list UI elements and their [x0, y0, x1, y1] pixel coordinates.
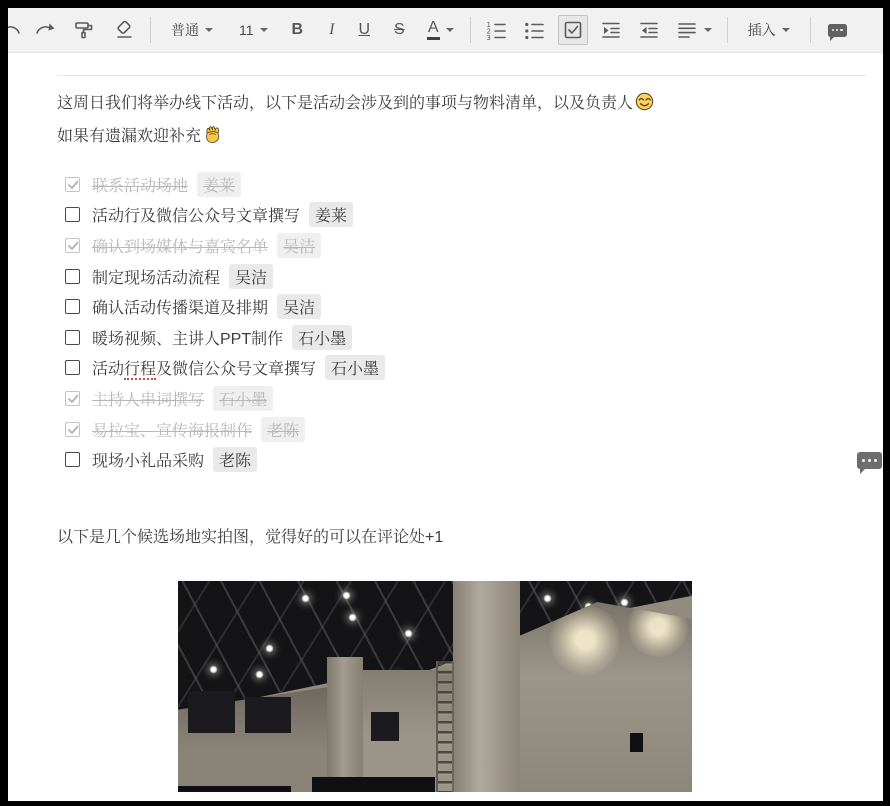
svg-text:2: 2 — [486, 27, 491, 36]
svg-text:3: 3 — [486, 34, 491, 41]
paragraph-style-dropdown[interactable] — [171, 20, 213, 40]
indent-decrease-button[interactable] — [638, 19, 660, 41]
strikethrough-button[interactable]: S — [394, 21, 405, 38]
checkbox-unchecked[interactable] — [65, 269, 80, 284]
assignee-chip[interactable]: 石小墨 — [325, 355, 385, 380]
toolbar-divider — [810, 17, 811, 43]
task-label[interactable]: 主持人串词撰写 — [92, 391, 205, 409]
photo-pillar — [453, 581, 520, 792]
task-label[interactable]: 联系活动场地 — [92, 177, 189, 195]
photo-dark-panel — [245, 697, 291, 733]
undo-button[interactable] — [8, 19, 22, 41]
task-label[interactable]: 现场小礼品采购 — [92, 453, 205, 471]
indent-increase-icon — [600, 19, 622, 41]
checkbox-unchecked[interactable] — [65, 452, 80, 467]
task-label[interactable]: 暖场视频、主讲人PPT制作 — [92, 330, 284, 348]
font-size-dropdown[interactable] — [239, 22, 268, 38]
underline-button[interactable]: U — [358, 21, 370, 38]
checklist-item — [57, 322, 867, 353]
document-page — [57, 75, 867, 792]
indent-increase-button[interactable] — [600, 19, 622, 41]
numbered-list-button[interactable] — [485, 19, 507, 41]
eraser-button[interactable] — [114, 19, 136, 41]
checklist-item — [57, 230, 867, 261]
assignee-chip[interactable]: 老陈 — [261, 417, 305, 442]
indent-decrease-icon — [638, 19, 660, 41]
checklist-item — [57, 414, 867, 445]
photo-spotlight — [342, 591, 351, 600]
checkbox-unchecked[interactable] — [65, 207, 80, 222]
margin-comment-indicator[interactable] — [857, 452, 882, 469]
bold-button[interactable]: B — [291, 21, 304, 38]
intro-line1: 这周日我们将举办线下活动，以下是活动会涉及到的事项与物料清单，以及负责人 — [57, 95, 634, 112]
photo-furniture — [312, 777, 435, 792]
assignee-chip[interactable]: 吴洁 — [277, 233, 321, 258]
format-painter-icon — [73, 19, 95, 41]
photo-spotlight — [301, 594, 310, 603]
toolbar-divider — [150, 17, 151, 43]
venue-photo[interactable] — [178, 581, 692, 792]
checkbox-checked[interactable] — [65, 177, 80, 192]
text-color-swatch — [427, 37, 440, 40]
checklist-item — [57, 353, 867, 384]
assignee-chip[interactable]: 吴洁 — [229, 264, 273, 289]
svg-text:1: 1 — [486, 21, 491, 29]
checkbox-unchecked[interactable] — [65, 299, 80, 314]
photo-wall-fixture — [630, 733, 643, 752]
undo-icon — [8, 19, 22, 41]
clapping-hands-emoji — [203, 125, 222, 144]
numbered-list-icon — [485, 19, 507, 41]
task-label[interactable]: 活动行及微信公众号文章撰写 — [92, 208, 301, 226]
comment-icon — [828, 24, 847, 37]
photo-pillar — [327, 657, 363, 792]
photo-dark-panel — [188, 691, 234, 733]
toolbar — [8, 8, 883, 53]
photo-spotlight — [348, 613, 357, 622]
bulleted-list-icon — [523, 19, 545, 41]
assignee-chip[interactable]: 姜莱 — [309, 202, 353, 227]
chevron-down-icon — [205, 28, 213, 32]
task-checklist — [57, 169, 867, 475]
checkbox-unchecked[interactable] — [65, 330, 80, 345]
chevron-down-icon — [446, 28, 454, 32]
assignee-chip[interactable]: 石小墨 — [213, 386, 273, 411]
photo-spotlight — [265, 644, 274, 653]
toolbar-divider — [727, 17, 728, 43]
photo-dark-panel — [371, 712, 399, 742]
paragraph-style-value: 普通 — [171, 22, 199, 38]
insert-label: 插入 — [747, 22, 776, 38]
checklist-item — [57, 444, 867, 475]
eraser-icon — [114, 19, 136, 41]
checkbox-checked[interactable] — [65, 422, 80, 437]
redo-icon — [34, 19, 56, 41]
bulleted-list-button[interactable] — [523, 19, 545, 41]
photo-spotlight — [209, 665, 218, 674]
assignee-chip[interactable]: 吴洁 — [277, 294, 321, 319]
checkbox-unchecked[interactable] — [65, 360, 80, 375]
comment-button[interactable] — [828, 24, 847, 37]
checklist-icon — [562, 19, 584, 41]
chevron-down-icon — [260, 28, 268, 32]
photo-spotlight — [620, 598, 629, 607]
spellcheck-underlined-text: 行程 — [124, 361, 157, 379]
photo-furniture — [178, 786, 291, 792]
align-icon — [676, 19, 698, 41]
toolbar-divider — [470, 17, 471, 43]
photo-spotlight — [255, 670, 264, 679]
intro-paragraph[interactable] — [57, 87, 867, 153]
task-label[interactable]: 易拉宝、宣传海报制作 — [92, 422, 253, 440]
task-label[interactable]: 活动行程及微信公众号文章撰写 — [92, 361, 317, 379]
font-size-value: 11 — [239, 22, 254, 38]
insert-dropdown[interactable] — [748, 20, 790, 40]
checklist-item — [57, 169, 867, 200]
photo-ladder — [436, 661, 454, 792]
checklist-item — [57, 200, 867, 231]
checklist-item — [57, 383, 867, 414]
italic-button[interactable]: I — [329, 21, 335, 38]
assignee-chip[interactable]: 石小墨 — [292, 325, 352, 350]
align-dropdown[interactable] — [676, 19, 712, 41]
task-label[interactable]: 确认活动传播渠道及排期 — [92, 300, 269, 318]
text-color-dropdown[interactable] — [427, 20, 454, 40]
checklist-button[interactable] — [558, 15, 588, 45]
checklist-item — [57, 261, 867, 292]
chevron-down-icon — [704, 28, 712, 32]
chevron-down-icon — [782, 28, 790, 32]
intro-line2: 如果有遗漏欢迎补充 — [57, 128, 202, 145]
photo-spotlight — [543, 594, 552, 603]
text-color-label: A — [427, 19, 439, 36]
smiling-face-emoji — [635, 92, 654, 111]
redo-button[interactable] — [34, 19, 56, 41]
document-editor-window — [8, 8, 883, 801]
task-label[interactable]: 制定现场活动流程 — [92, 269, 221, 287]
checkbox-checked[interactable] — [65, 238, 80, 253]
task-label[interactable]: 确认到场媒体与嘉宾名单 — [92, 238, 269, 256]
assignee-chip[interactable]: 老陈 — [213, 447, 257, 472]
venues-caption[interactable]: 以下是几个候选场地实拍图，觉得好的可以在评论处+1 — [57, 528, 444, 546]
checkbox-checked[interactable] — [65, 391, 80, 406]
assignee-chip[interactable]: 姜莱 — [197, 172, 241, 197]
checklist-item — [57, 291, 867, 322]
photo-spotlight — [404, 629, 413, 638]
format-painter-button[interactable] — [73, 19, 95, 41]
